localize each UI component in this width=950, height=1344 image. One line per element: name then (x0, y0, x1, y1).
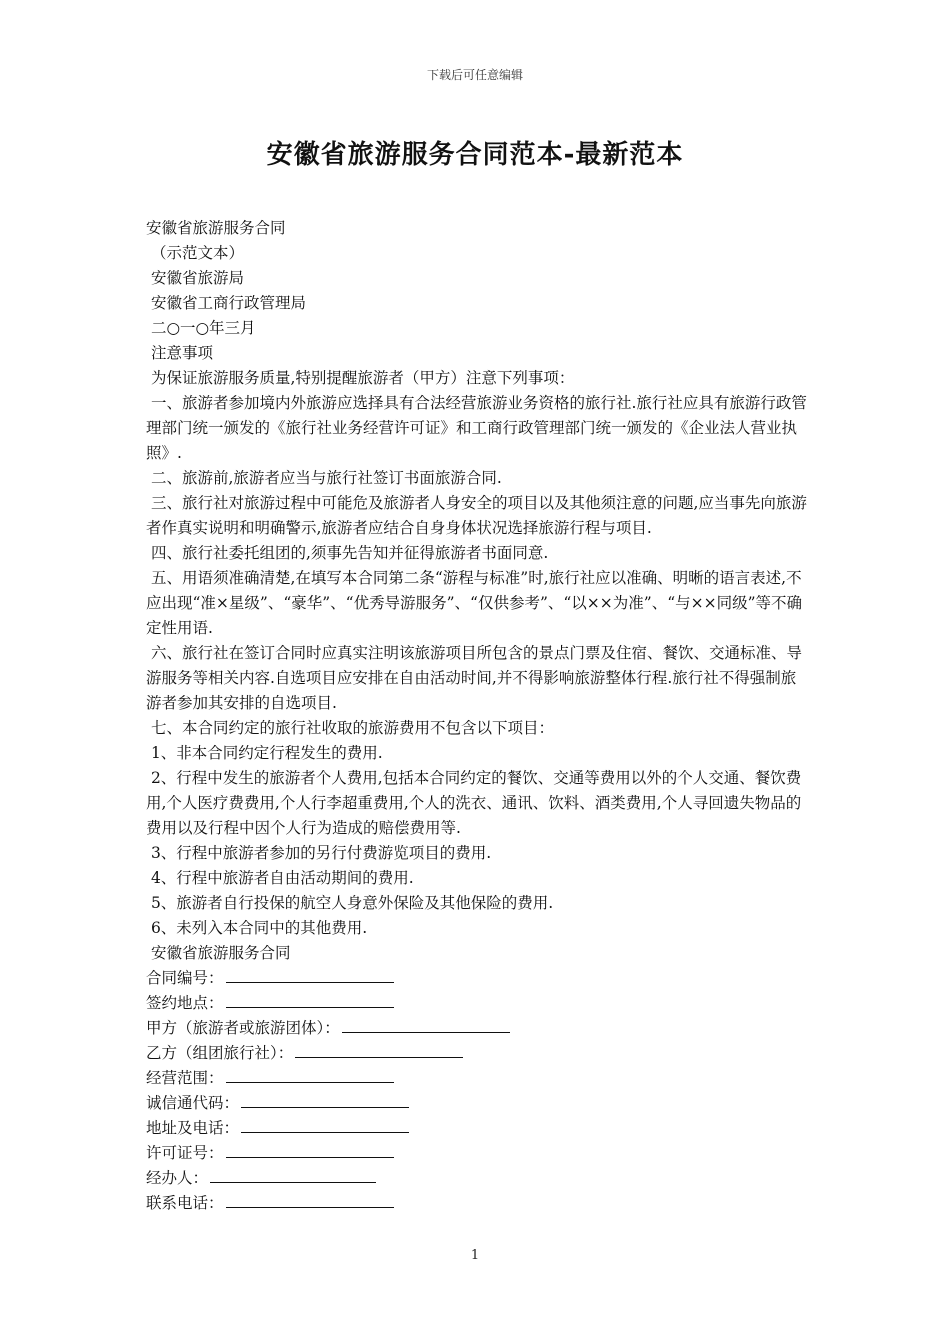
body-line-date: 二○一○年三月 (146, 319, 256, 337)
field-label: 诚信通代码： (146, 1094, 240, 1112)
notice-item-7: 七、本合同约定的旅行社收取的旅游费用不包含以下项目： (146, 719, 554, 737)
excluded-fee-6: 6、未列入本合同中的其他费用. (146, 919, 368, 937)
notice-item-5: 五、用语须准确清楚,在填写本合同第二条“游程与标准”时,旅行社应以准确、明晰的语言表述,不应出现“准×星级”、“豪华”、“优秀导游服务”、“仅供参考”、“以××为准”、“与××同级”等不确定性用语. (146, 569, 803, 637)
blank-line (226, 1141, 394, 1158)
notice-item-2: 二、旅游前,旅游者应当与旅行社签订书面旅游合同. (146, 469, 502, 487)
field-label: 甲方（旅游者或旅游团体）： (146, 1019, 340, 1037)
notice-item-1: 一、旅游者参加境内外旅游应选择具有合法经营旅游业务资格的旅行社.旅行社应具有旅游行政管理部门统一颁发的《旅行社业务经营许可证》和工商行政管理部门统一颁发的《企业法人营业执照》. (146, 394, 807, 462)
field-signing-place (146, 991, 810, 1016)
field-label: 合同编号： (146, 969, 224, 987)
blank-line (295, 1041, 463, 1058)
blank-line (241, 1116, 409, 1133)
body-line-tourism-bureau: 安徽省旅游局 (146, 269, 244, 287)
document-title: 安徽省旅游服务合同范本-最新范本 (266, 140, 684, 170)
field-party-a (146, 1016, 810, 1041)
body-line-contract-name: 安徽省旅游服务合同 (146, 219, 286, 237)
field-agent (146, 1166, 810, 1191)
blank-line (226, 991, 394, 1008)
notice-item-6: 六、旅行社在签订合同时应真实注明该旅游项目所包含的景点门票及住宿、餐饮、交通标准、导游服务等相关内容.自选项目应安排在自由活动时间,并不得影响旅游整体行程.旅行社不得强制旅游者参加其安排的自选项目. (146, 644, 802, 712)
document-body (146, 216, 810, 1216)
blank-line (342, 1016, 510, 1033)
field-label: 经营范围： (146, 1069, 224, 1087)
blank-line (226, 966, 394, 983)
excluded-fee-2: 2、行程中发生的旅游者个人费用,包括本合同约定的餐饮、交通等费用以外的个人交通、餐饮费用,个人医疗费费用,个人行李超重费用,个人的洗衣、通讯、饮料、酒类费用,个人寻回遗失物品的费用以及行程中因个人行为造成的赔偿费用等. (146, 769, 802, 837)
excluded-fee-3: 3、行程中旅游者参加的另行付费游览项目的费用. (146, 844, 492, 862)
body-line-contract-title: 安徽省旅游服务合同 (146, 944, 291, 962)
field-license-number (146, 1141, 810, 1166)
field-party-b (146, 1041, 810, 1066)
field-address-phone (146, 1116, 810, 1141)
body-line-sample-text: （示范文本） (146, 244, 244, 262)
header-note: 下载后可任意编辑 (426, 68, 523, 82)
excluded-fee-4: 4、行程中旅游者自由活动期间的费用. (146, 869, 414, 887)
excluded-fee-5: 5、旅游者自行投保的航空人身意外保险及其他保险的费用. (146, 894, 554, 912)
excluded-fee-1: 1、非本合同约定行程发生的费用. (146, 744, 383, 762)
field-label: 乙方（组团旅行社）： (146, 1044, 294, 1062)
blank-line (241, 1091, 409, 1108)
blank-line (210, 1166, 376, 1183)
notice-item-4: 四、旅行社委托组团的,须事先告知并征得旅游者书面同意. (146, 544, 549, 562)
field-label: 签约地点： (146, 994, 224, 1012)
body-line-commerce-bureau: 安徽省工商行政管理局 (146, 294, 306, 312)
blank-line (226, 1191, 394, 1208)
body-line-notice-heading: 注意事项 (146, 344, 213, 362)
field-label: 联系电话： (146, 1194, 224, 1212)
field-contract-number (146, 966, 810, 991)
notice-item-3: 三、旅行社对旅游过程中可能危及旅游者人身安全的项目以及其他须注意的问题,应当事先向旅游者作真实说明和明确警示,旅游者应结合自身身体状况选择旅游行程与项目. (146, 494, 807, 537)
field-label: 地址及电话： (146, 1119, 240, 1137)
blank-line (226, 1066, 394, 1083)
body-line-notice-intro: 为保证旅游服务质量,特别提醒旅游者（甲方）注意下列事项： (146, 369, 575, 387)
field-label: 许可证号： (146, 1144, 224, 1162)
field-credit-code (146, 1091, 810, 1116)
field-label: 经办人： (146, 1169, 209, 1187)
field-business-scope (146, 1066, 810, 1091)
field-contact-phone (146, 1191, 810, 1216)
page-number: 1 (470, 1248, 480, 1263)
